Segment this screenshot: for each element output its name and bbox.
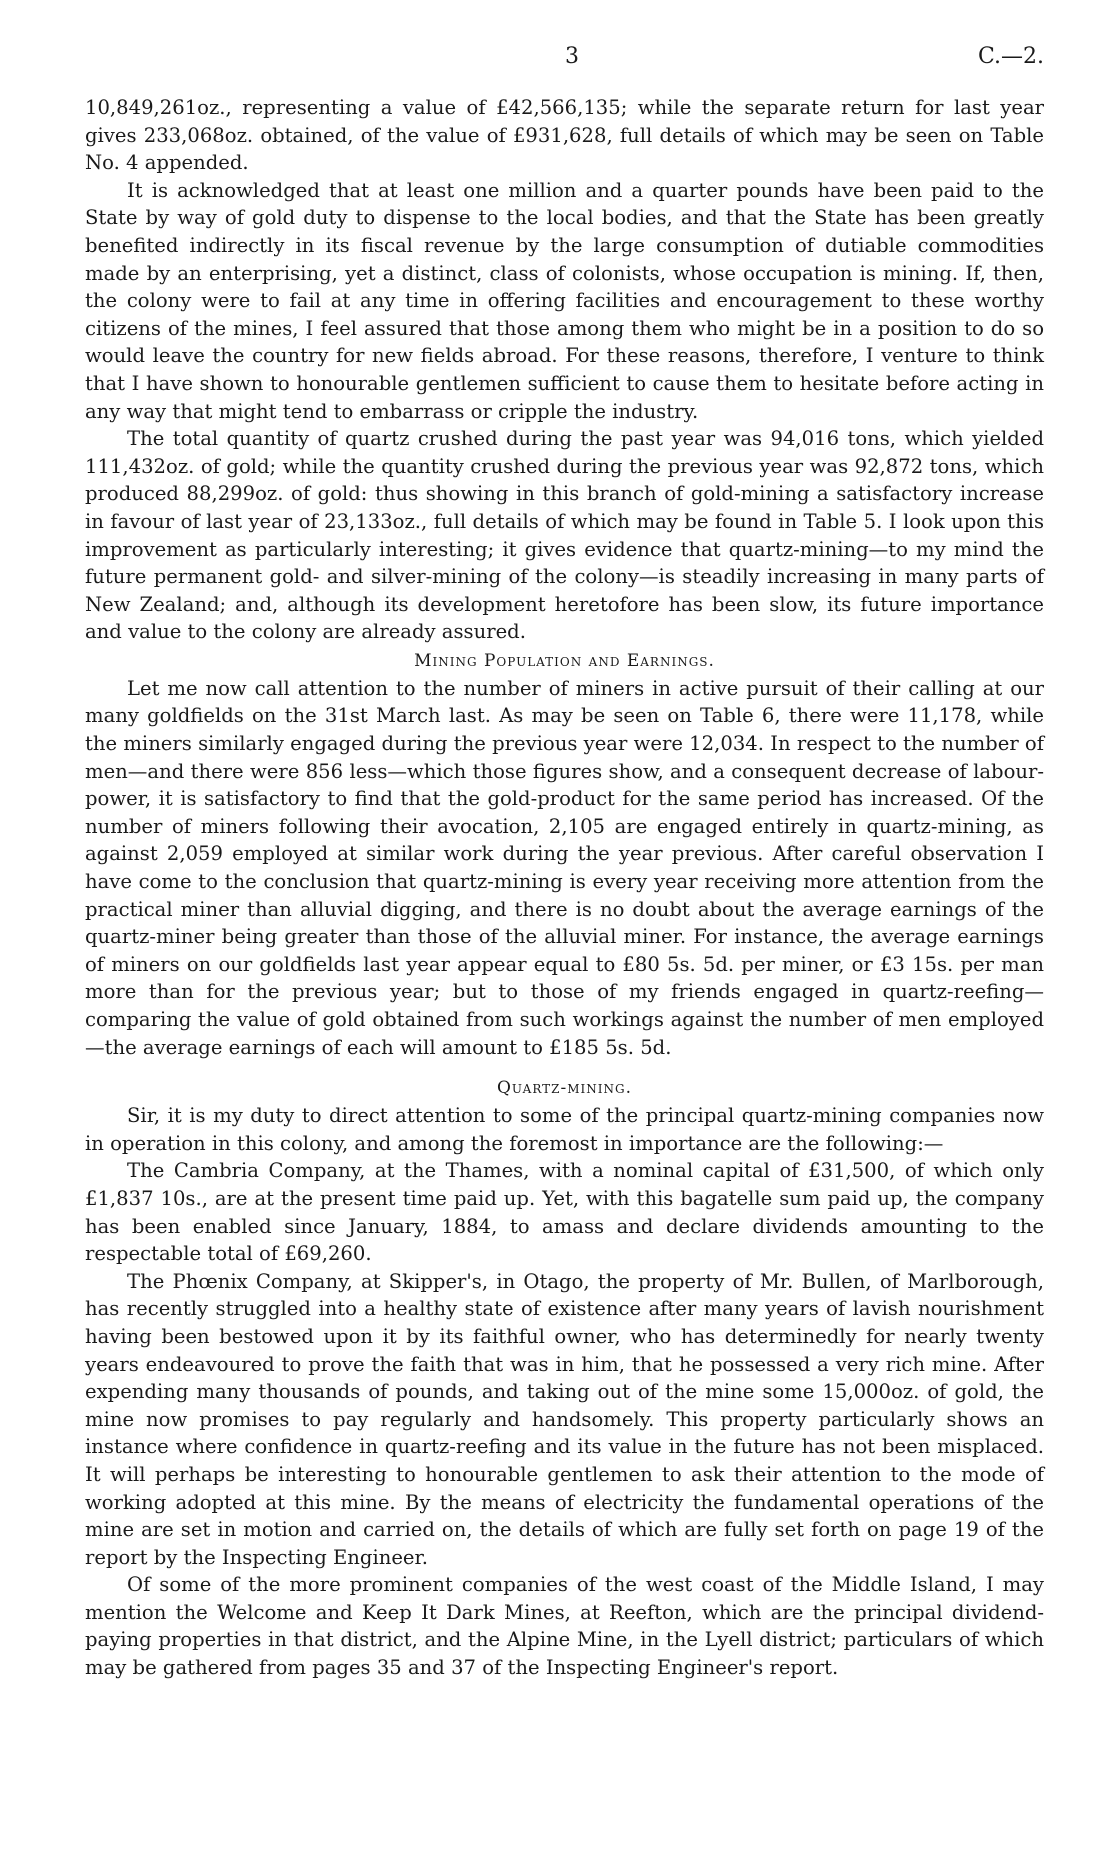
- paragraph-quartz-companies-intro: Sir, it is my duty to direct attention to some of the principal quartz-mining companies now in operation in this colony, and among the foremost in importance are the following:—: [85, 1104, 1044, 1155]
- section-heading-quartz-mining: Quartz-mining.: [496, 1078, 632, 1099]
- body-text: [85, 94, 1044, 1682]
- paragraph-gold-return: 10,849,261oz., representing a value of £42,566,135; while the separate return for last year gives 233,068oz. obtained, of the value of £931,628, full details of which may be seen on Table No. 4 appended.: [85, 96, 1044, 175]
- section-heading-mining-population: Mining Population and Earnings.: [414, 650, 715, 671]
- document-code: C.—2.: [977, 44, 1044, 69]
- paragraph-gold-duty: It is acknowledged that at least one million and a quarter pounds have been paid to the State by way of gold duty to dispense to the local bodies, and that the State has been greatly benefited indirectly in its fiscal revenue by the large consumption of dutiable commodities made by an enterprising, yet a distinct, class of colonists, whose occupation is mining. If, then, the colony were to fail at any time in offering facilities and encouragement to these worthy citizens of the mines, I feel assured that those among them who might be in a position to do so would leave the country for new fields abroad. For these reasons, therefore, I venture to think that I have shown to honourable gentlemen sufficient to cause them to hesitate before acting in any way that might tend to embarrass or cripple the industry.: [85, 178, 1044, 423]
- page-header: [85, 44, 1044, 94]
- paragraph-west-coast-companies: Of some of the more prominent companies of the west coast of the Middle Island, I may mention the Welcome and Keep It Dark Mines, at Reefton, which are the principal dividend-paying properties in that district, and the Alpine Mine, in the Lyell district; particulars of which may be gathered from pages 35 and 37 of the Inspecting Engineer's report.: [85, 1573, 1044, 1680]
- paragraph-phoenix-company: The Phœnix Company, at Skipper's, in Otago, the property of Mr. Bullen, of Marlborough, has recently struggled into a healthy state of existence after many years of lavish nourishment having been bestowed upon it by its faithful owner, who has determinedly for nearly twenty years endeavoured to prove the faith that was in him, that he possessed a very rich mine. After expending many thousands of pounds, and taking out of the mine some 15,000oz. of gold, the mine now promises to pay regularly and handsomely. This property particularly shows an instance where confidence in quartz-reefing and its value in the future has not been misplaced. It will perhaps be interesting to honourable gentlemen to ask their attention to the mode of working adopted at this mine. By the means of electricity the fundamental operations of the mine are set in motion and carried on, the details of which are fully set forth on page 19 of the report by the Inspecting Engineer.: [85, 1269, 1044, 1569]
- paragraph-cambria-company: The Cambria Company, at the Thames, with a nominal capital of £31,500, of which only £1,837 10s., are at the present time paid up. Yet, with this bagatelle sum paid up, the company has been enabled since January, 1884, to amass and declare dividends amounting to the respectable total of £69,260.: [85, 1159, 1044, 1266]
- paragraph-miners-count: Let me now call attention to the number of miners in active pursuit of their calling at our many goldfields on the 31st March last. As may be seen on Table 6, there were 11,178, while the miners similarly engaged during the previous year were 12,034. In respect to the number of men—and there were 856 less—which those figures show, and a consequent decrease of labour-power, it is satisfactory to find that the gold-product for the same period has increased. Of the number of miners following their avocation, 2,105 are engaged entirely in quartz-mining, as against 2,059 employed at similar work during the year previous. After careful observation I have come to the conclusion that quartz-mining is every year receiving more attention from the practical miner than alluvial digging, and there is no doubt about the average earnings of the quartz-miner being greater than those of the alluvial miner. For instance, the average earnings of miners on our goldfields last year appear equal to £80 5s. 5d. per miner, or £3 15s. per man more than for the previous year; but to those of my friends engaged in quartz-reefing—comparing the value of gold obtained from such workings against the number of men employed—the average earnings of each will amount to £185 5s. 5d.: [85, 676, 1044, 1059]
- page-number: 3: [565, 44, 579, 69]
- paragraph-quartz-crushed: The total quantity of quartz crushed during the past year was 94,016 tons, which yielded 111,432oz. of gold; while the quantity crushed during the previous year was 92,872 tons, which produced 88,299oz. of gold: thus showing in this branch of gold-mining a satisfactory increase in favour of last year of 23,133oz., full details of which may be found in Table 5. I look upon this improvement as particularly interesting; it gives evidence that quartz-mining—to my mind the future permanent gold- and silver-mining of the colony—is steadily increasing in many parts of New Zealand; and, although its development heretofore has been slow, its future importance and value to the colony are already assured.: [85, 427, 1044, 644]
